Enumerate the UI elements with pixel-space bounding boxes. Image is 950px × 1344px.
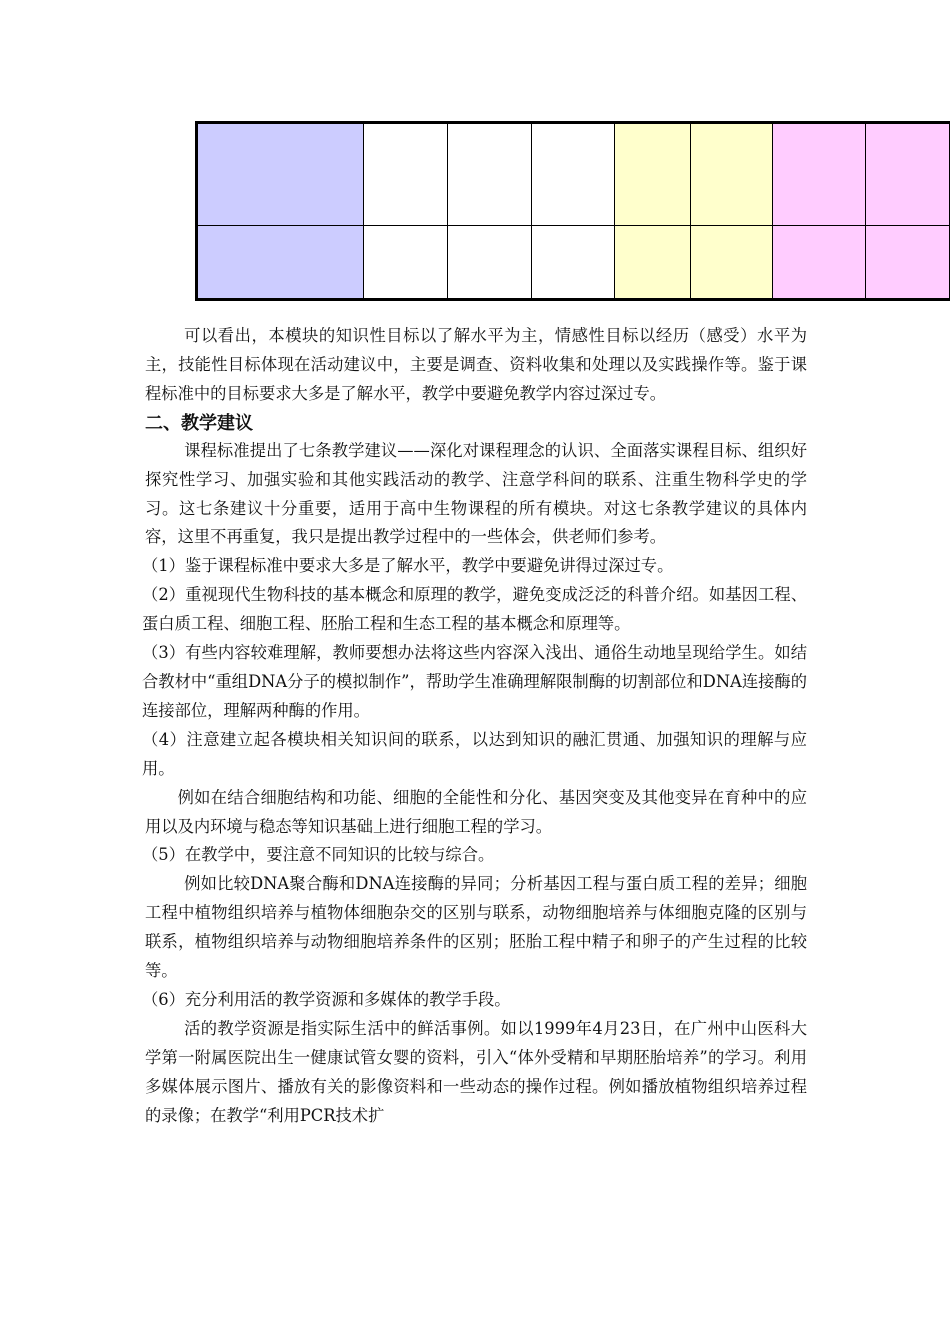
document-body — [142, 322, 807, 1130]
list-item: （5）在教学中，要注意不同知识的比较与综合。 — [142, 845, 495, 865]
table-cell — [364, 226, 448, 300]
table-cell — [772, 123, 866, 226]
paragraph-example: 活的教学资源是指实际生活中的鲜活事例。如以1999年4月23日，在广州中山医科大学第一附属医院出生一健康试管女婴的资料，引入“体外受精和早期胚胎培养”的学习。利用多媒体展示图片、播放有关的影像资料和一些动态的操作过程。例如播放植物组织培养过程的录像；在教学“利用PCR技术扩 — [145, 1018, 807, 1125]
list-item: （1）鉴于课程标准中要求大多是了解水平，教学中要避免讲得过深过专。 — [142, 556, 674, 576]
section-heading: 二、教学建议 — [145, 412, 253, 434]
table-row — [197, 226, 950, 300]
list-item: （4）注意建立起各模块相关知识间的联系，以达到知识的融汇贯通、加强知识的理解与应用。 — [142, 729, 807, 778]
table-cell — [531, 226, 615, 300]
paragraph-intro: 课程标准提出了七条教学建议——深化对课程理念的认识、全面落实课程目标、组织好探究性学习、加强实验和其他实践活动的教学、注意学科间的联系、注重生物科学史的学习。这七条建议十分重要，适用于高中生物课程的所有模块。对这七条教学建议的具体内容，这里不再重复，我只是提出教学过程中的一些体会，供老师们参考。 — [145, 440, 807, 547]
objectives-table — [195, 121, 950, 301]
list-item: （6）充分利用活的教学资源和多媒体的教学手段。 — [142, 989, 511, 1009]
table-cell — [615, 123, 691, 226]
table-cell — [447, 123, 531, 226]
table-cell — [691, 226, 773, 300]
paragraph-example: 例如比较DNA聚合酶和DNA连接酶的异同；分析基因工程与蛋白质工程的差异；细胞工程中植物组织培养与植物体细胞杂交的区别与联系，动物细胞培养与体细胞克隆的区别与联系，植物组织培养与动物细胞培养条件的区别；胚胎工程中精子和卵子的产生过程的比较等。 — [145, 874, 807, 981]
table-cell — [772, 226, 866, 300]
table-cell — [447, 226, 531, 300]
table-cell — [866, 226, 950, 300]
list-item: （2）重视现代生物科技的基本概念和原理的教学，避免变成泛泛的科普介绍。如基因工程、蛋白质工程、细胞工程、胚胎工程和生态工程的基本概念和原理等。 — [142, 585, 807, 634]
table-cell — [364, 123, 448, 226]
paragraph-example: 例如在结合细胞结构和功能、细胞的全能性和分化、基因突变及其他变异在育种中的应用以及内环境与稳态等知识基础上进行细胞工程的学习。 — [145, 787, 807, 836]
table-cell — [691, 123, 773, 226]
table-row — [197, 123, 950, 226]
table-cell — [197, 123, 364, 226]
list-item: （3）有些内容较难理解，教师要想办法将这些内容深入浅出、通俗生动地呈现给学生。如结合教材中“重组DNA分子的模拟制作”，帮助学生准确理解限制酶的切割部位和DNA连接酶的连接部位，理解两种酶的作用。 — [142, 643, 807, 720]
table-cell — [615, 226, 691, 300]
table-cell — [531, 123, 615, 226]
paragraph-summary: 可以看出，本模块的知识性目标以了解水平为主，情感性目标以经历（感受）水平为主，技能性目标体现在活动建议中，主要是调查、资料收集和处理以及实践操作等。鉴于课程标准中的目标要求大多是了解水平，教学中要避免教学内容过深过专。 — [145, 326, 807, 403]
table-cell — [197, 226, 364, 300]
table-cell — [866, 123, 950, 226]
